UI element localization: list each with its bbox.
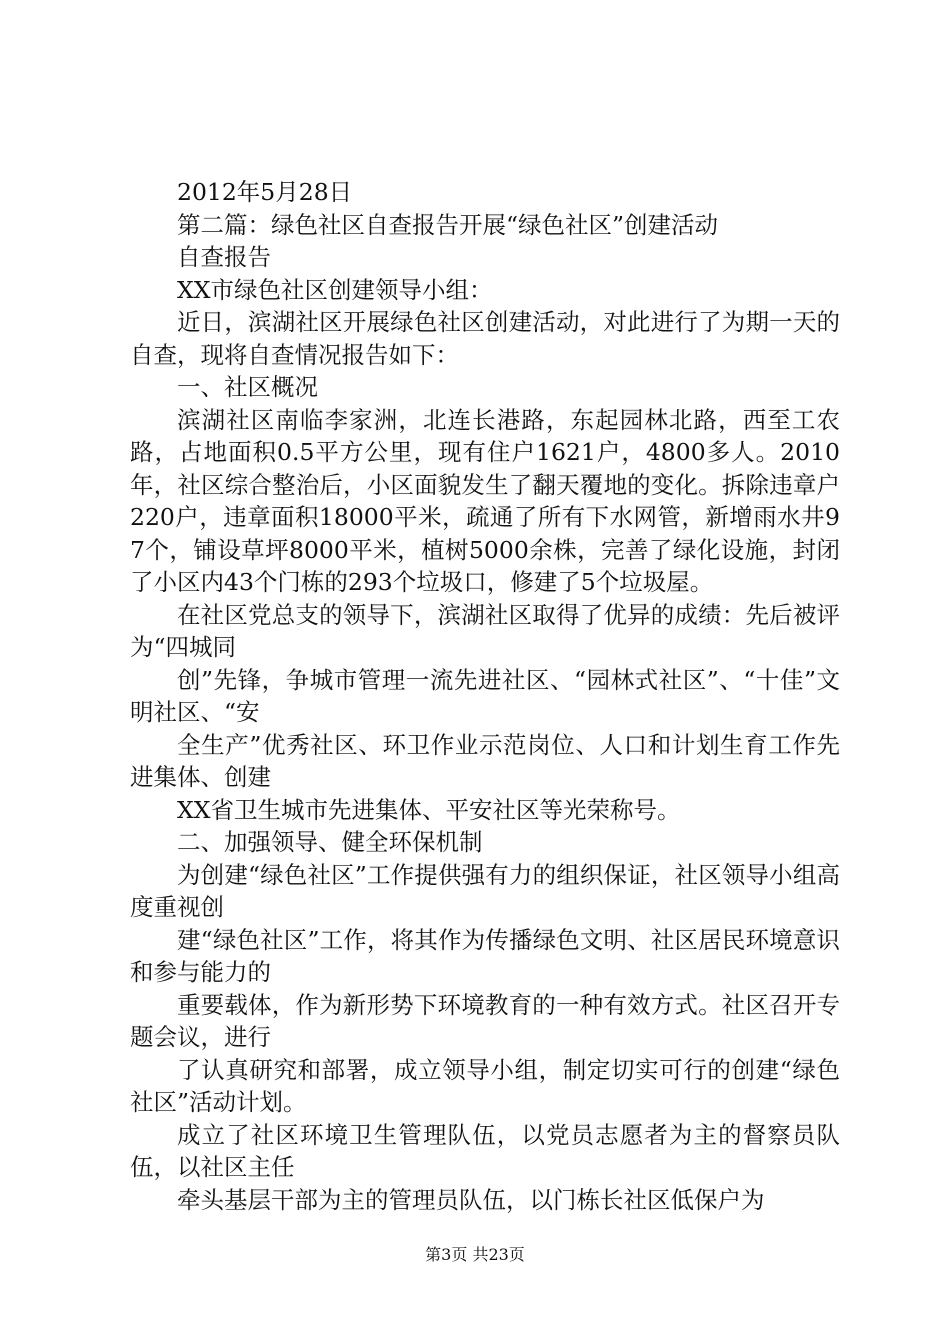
paragraph-overview: 滨湖社区南临李家洲，北连长港路，东起园林北路，西至工农路，占地面积0.5平方公里，现有住户1621户，4800多人。2010年，社区综合整治后，小区面貌发生了翻天覆地的变化。拆除违章户220户，违章面积18000平米，疏通了所有下水网管，新增雨水井97个，铺设草坪8000平米，植树5000余株，完善了绿化设施，封闭了小区内43个门栋的293个垃圾口，修建了5个垃圾屋。: [130, 405, 840, 596]
paragraph-leadership-1: 为创建“绿色社区”工作提供强有力的组织保证，社区领导小组高度重视创: [130, 860, 840, 921]
page-number-footer: 第3页 共23页: [425, 1245, 525, 1264]
paragraph-leadership-3: 重要载体，作为新形势下环境教育的一种有效方式。社区召开专题会议，进行: [130, 990, 840, 1051]
document-body: [130, 176, 840, 1216]
paragraph-honors-4: XX省卫生城市先进集体、平安社区等光荣称号。: [177, 795, 681, 824]
paragraph-honors-1: 在社区党总支的领导下，滨湖社区取得了优异的成绩：先后被评为“四城同: [130, 600, 840, 661]
paragraph-leadership-4: 了认真研究和部署，成立领导小组，制定切实可行的创建“绿色社区”活动计划。: [130, 1055, 840, 1116]
paragraph-leadership-2: 建“绿色社区”工作，将其作为传播绿色文明、社区居民环境意识和参与能力的: [130, 925, 840, 986]
paragraph-honors-3: 全生产”优秀社区、环卫作业示范岗位、人口和计划生育工作先进集体、创建: [130, 730, 840, 791]
paragraph-teams-2: 牵头基层干部为主的管理员队伍，以门栋长社区低保户为: [177, 1185, 765, 1214]
heading-leadership: 二、加强领导、健全环保机制: [177, 828, 483, 856]
paragraph-intro: 近日，滨湖社区开展绿色社区创建活动，对此进行了为期一天的自查，现将自查情况报告如下：: [130, 308, 840, 369]
paragraph-honors-2: 创”先锋，争城市管理一流先进社区、“园林式社区”、“十佳”文明社区、“安: [130, 665, 840, 726]
section-title: 第二篇：绿色社区自查报告开展“绿色社区”创建活动: [177, 210, 719, 239]
date-line: 2012年5月28日: [177, 178, 353, 206]
paragraph-teams-1: 成立了社区环境卫生管理队伍，以党员志愿者为主的督察员队伍，以社区主任: [130, 1120, 840, 1181]
section-subtitle: 自查报告: [177, 243, 271, 271]
addressee: XX市绿色社区创建领导小组：: [177, 275, 493, 304]
heading-overview: 一、社区概况: [177, 373, 318, 401]
